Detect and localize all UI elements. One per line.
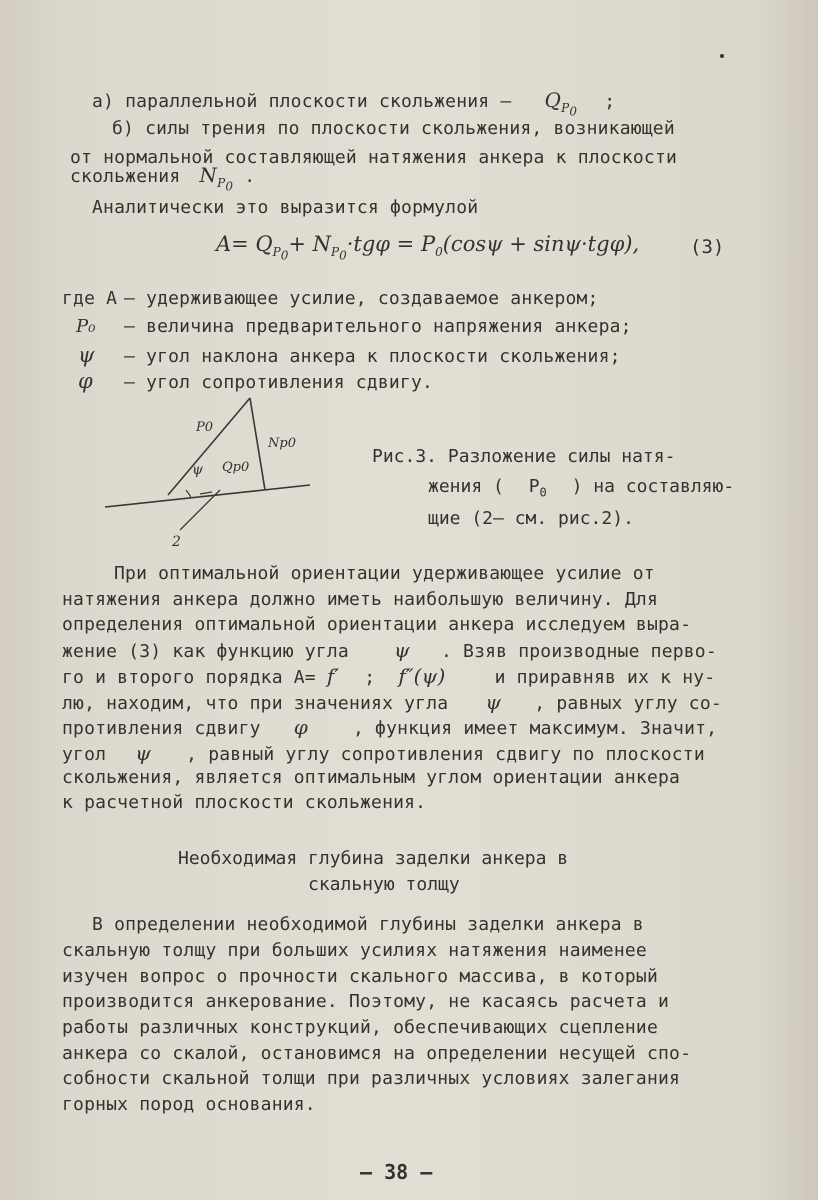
para1-line9: скольжения, является оптимальным углом ориентации анкера [62,767,681,788]
figure-caption-line2: жения ( $P_0$ ) на составляю- [428,476,735,500]
line-2 [180,490,220,530]
equation-number: (3) [690,236,725,258]
speck [720,54,724,58]
figure-force-decomposition [100,390,320,550]
section-heading-line2: скальную толщу [308,874,460,895]
text-line-e: Аналитически это выразится формулой [92,197,479,218]
para1-line8: угол ψ , равный углу сопротивления сдвигу по плоскости [62,741,705,765]
sliding-plane-line [105,485,310,507]
para1-line5: го и второго порядка A= f′ ; f″(ψ) и приравняв их к ну- [62,664,716,688]
para2-line5: работы различных конструкций, обеспечивающих сцепление [62,1017,658,1038]
formula-3: $A= Q_{P_0}+ N_{P_0}\cdot tg\varphi = P_0(\cos\psi + \sin\psi\cdot tg\varphi)$, [216,232,640,263]
fig-label-2: 2 [172,534,181,550]
symbol-n-p0: $N_{P_0}$ [199,163,234,194]
symbol-q-p0: $Q_{P_0}$ [544,88,578,119]
para1-line7: противления сдвигу φ , функция имеет максимум. Значит, [62,715,718,739]
para2-line2: скальную толщу при больших усилиях натяжения наименее [62,940,647,961]
angle-arc [186,490,191,496]
text-line-c: от нормальной составляющей натяжения анкера к плоскости [70,147,678,168]
text-line-a: а) параллельной плоскости скольжения – $Q_{P_0}$ ; [92,88,616,119]
para2-line7: собности скальной толщи при различных условиях залегания [62,1068,681,1089]
figure-caption-line1: Рис.3. Разложение силы натя- [372,446,676,467]
para1-line6: лю, находим, что при значениях угла ψ , равных углу со- [62,690,722,714]
fig-label-psi: ψ [192,462,203,478]
definition-a: где A – удерживающее усилие, создаваемое анкером; [62,288,599,309]
para2-line6: анкера со скалой, остановимся на определении несущей спо- [62,1043,692,1064]
para1-line1: При оптимальной ориентации удерживающее усилие от [114,563,655,584]
definition-psi: ψ – угол наклона анкера к плоскости скольжения; [78,343,621,367]
para1-line10: к расчетной плоскости скольжения. [62,792,427,813]
fig-label-p0: P0 [196,420,214,435]
definition-p0: P₀ – величина предварительного напряжения анкера; [76,316,632,337]
text-line-b: б) силы трения по плоскости скольжения, возникающей [112,118,675,139]
para2-line3: изучен вопрос о прочности скального массива, в который [62,966,658,987]
figure-caption-line3: щие (2– см. рис.2). [428,508,634,529]
para2-line1: В определении необходимой глубины заделки анкера в [92,914,644,935]
section-heading-line1: Необходимая глубина заделки анкера в [178,848,569,869]
normal-component-line [250,398,265,490]
text-line-d: скольжения $N_{P_0}$ . [70,163,256,194]
definition-phi: φ – угол сопротивления сдвигу. [78,369,434,393]
para1-line2: натяжения анкера должно иметь наибольшую величину. Для [62,589,658,610]
anchor-force-line [168,398,250,495]
small-arrow [200,492,212,494]
fig-label-np0: Np0 [268,436,296,451]
para2-line4: производится анкерование. Поэтому, не касаясь расчета и [62,991,670,1012]
page-number: – 38 – [360,1160,433,1184]
para2-line8: горных пород основания. [62,1094,316,1115]
para1-line3: определения оптимальной ориентации анкера исследуем выра- [62,614,692,635]
fig-label-qp0: Qp0 [222,460,250,475]
para1-line4: жение (3) как функцию угла ψ . Взяв производные перво- [62,638,717,662]
